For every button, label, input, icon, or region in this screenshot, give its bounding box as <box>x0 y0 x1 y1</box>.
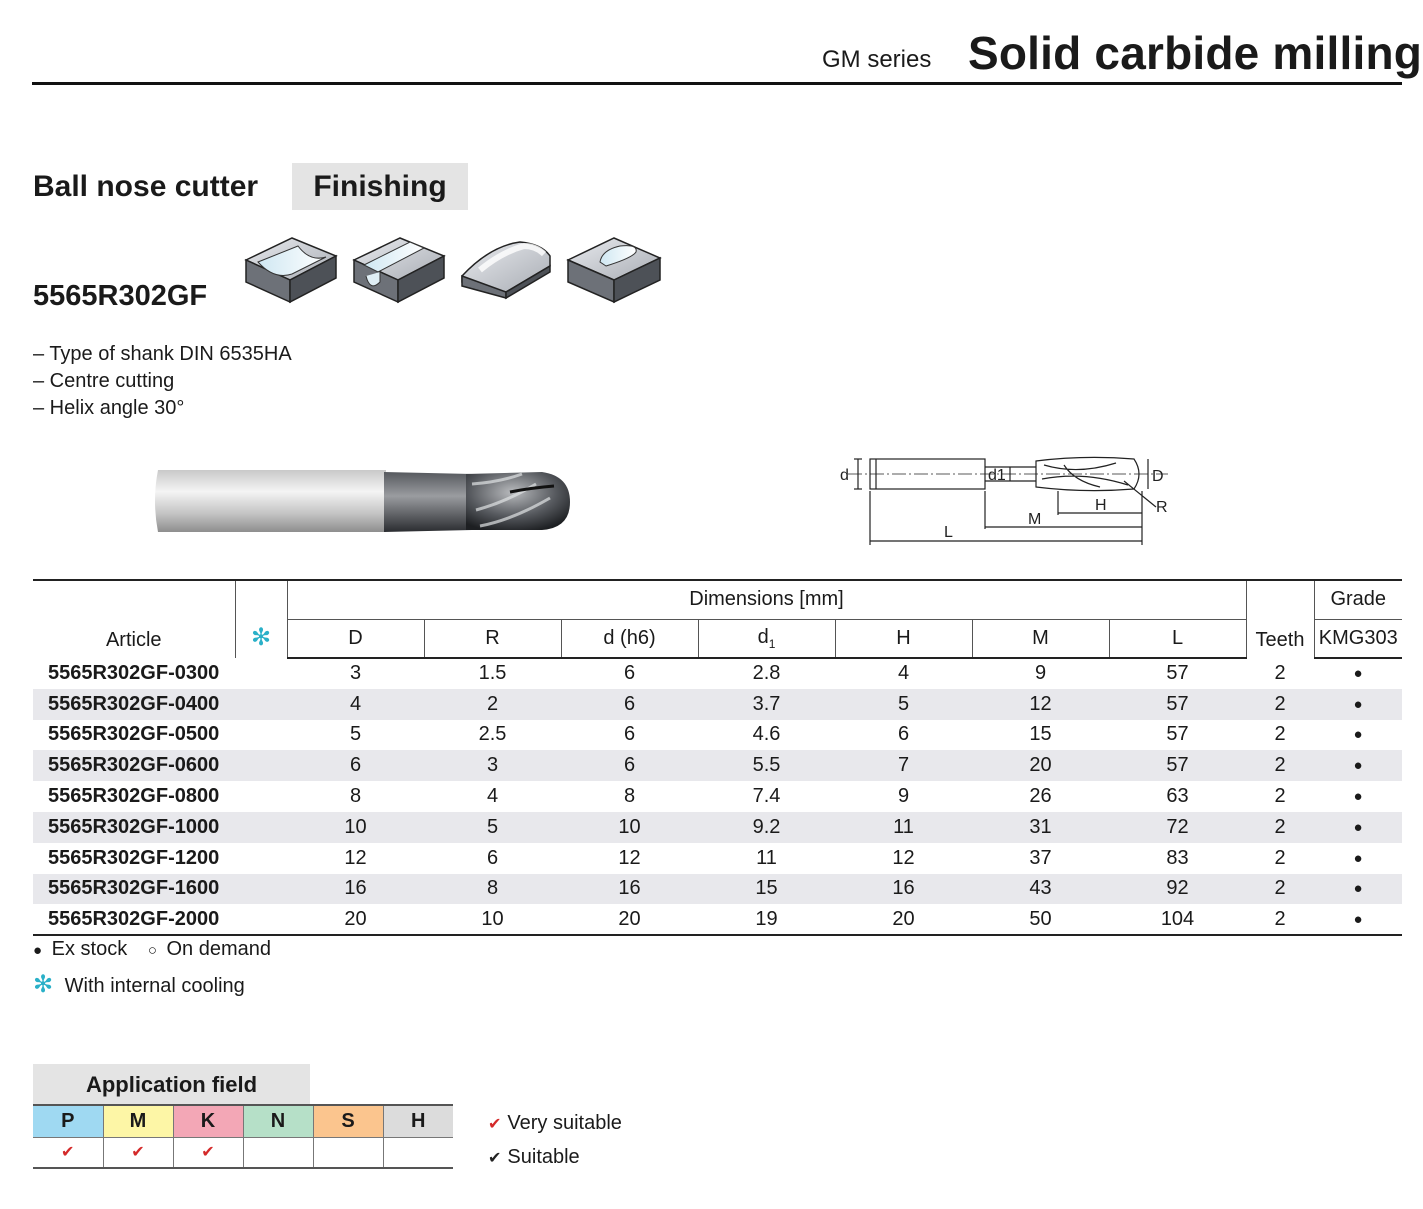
material-n: N <box>243 1105 313 1137</box>
dim-cell-H: 9 <box>897 785 910 808</box>
dim-cell-D: 8 <box>349 785 362 808</box>
cooling-cell <box>235 812 287 843</box>
dim-cell-d1: 9.2 <box>698 812 835 843</box>
dim-cell-L: 92 <box>1109 874 1246 905</box>
feature-list <box>33 341 292 422</box>
ex-stock-dot-icon: ● <box>33 942 43 959</box>
feature-item: – Type of shank DIN 6535HA <box>33 343 292 365</box>
material-p: P <box>33 1105 103 1137</box>
col-D: D <box>287 619 424 658</box>
dim-cell-M: 12 <box>972 689 1109 720</box>
dim-cell-D: 5 <box>349 723 362 746</box>
dim-cell-R: 8 <box>424 874 561 905</box>
product-code: 5565R302GF <box>33 280 208 312</box>
col-grade-kmg303: KMG303 <box>1314 619 1402 658</box>
dim-cell-L: 63 <box>1166 785 1189 808</box>
teeth-cell: 2 <box>1274 846 1286 869</box>
dim-cell-d1: 4.6 <box>752 723 781 746</box>
dim-cell-L: 83 <box>1166 846 1189 869</box>
dim-cell-D: 20 <box>287 904 424 935</box>
dim-cell-R: 3 <box>424 750 561 781</box>
teeth-cell: 2 <box>1246 904 1314 935</box>
dim-cell-M: 9 <box>1034 662 1047 685</box>
suitability-legend <box>488 1107 622 1175</box>
teeth-cell: 2 <box>1274 661 1286 684</box>
rating-m: ✔ <box>103 1137 173 1168</box>
teeth-cell: 2 <box>1246 874 1314 905</box>
dim-cell-d1: 5.5 <box>698 750 835 781</box>
dim-cell-H: 12 <box>892 846 915 869</box>
dim-label-d1: d1 <box>988 467 1006 484</box>
dim-cell-d1: 19 <box>698 904 835 935</box>
header-divider <box>32 82 1402 85</box>
dim-cell-d: 8 <box>623 785 636 808</box>
dim-cell-d: 20 <box>561 904 698 935</box>
dim-cell-d1: 3.7 <box>698 689 835 720</box>
dim-cell-M: 26 <box>1029 785 1052 808</box>
rating-h <box>383 1137 453 1168</box>
article-cell: 5565R302GF-0600 <box>33 750 235 781</box>
very-suitable-legend <box>488 1107 622 1141</box>
tool-photo <box>150 462 580 542</box>
col-d1: $d_1$ <box>698 619 835 658</box>
grade-cell: ● <box>1353 665 1363 683</box>
dim-cell-D: 6 <box>287 750 424 781</box>
dim-cell-M: 20 <box>972 750 1109 781</box>
ex-stock-label: Ex stock <box>51 938 128 960</box>
rating-n <box>243 1137 313 1168</box>
rating-k: ✔ <box>173 1137 243 1168</box>
grade-cell: ● <box>1353 849 1363 867</box>
product-type: Ball nose cutter <box>33 170 259 203</box>
table-row <box>33 658 1402 689</box>
dim-cell-D: 16 <box>287 874 424 905</box>
dim-cell-R: 10 <box>424 904 561 935</box>
cooling-cell <box>235 750 287 781</box>
material-k: K <box>173 1105 243 1137</box>
dim-cell-d: 6 <box>623 723 636 746</box>
grade-cell: ● <box>1314 689 1402 720</box>
teeth-cell: 2 <box>1274 723 1286 746</box>
article-cell: 5565R302GF-1200 <box>48 846 220 869</box>
dim-cell-H: 20 <box>835 904 972 935</box>
dim-cell-H: 11 <box>835 812 972 843</box>
cooling-header <box>235 580 287 658</box>
suitable-legend <box>488 1141 622 1175</box>
material-s: S <box>313 1105 383 1137</box>
stock-legend <box>33 938 275 961</box>
feature-item: – Centre cutting <box>33 370 175 392</box>
grade-cell: ● <box>1314 874 1402 905</box>
col-L: L <box>1109 619 1246 658</box>
grade-header: Grade <box>1314 580 1402 619</box>
dim-label-H: H <box>1095 497 1107 514</box>
series-label: GM series <box>822 46 932 73</box>
on-demand-label: On demand <box>166 938 272 960</box>
tool-dimension-drawing <box>838 445 1178 555</box>
dim-cell-M: 50 <box>972 904 1109 935</box>
grade-cell: ● <box>1353 788 1363 806</box>
u-slot-icon <box>354 238 444 302</box>
table-row <box>33 720 1402 751</box>
dim-label-M: M <box>1028 511 1042 528</box>
col-d-h6: d (h6) <box>561 619 698 658</box>
table-row <box>33 904 1402 935</box>
dim-cell-d1: 7.4 <box>752 785 781 808</box>
teeth-header: Teeth <box>1246 580 1314 658</box>
application-field-table <box>33 1104 453 1169</box>
dim-cell-H: 7 <box>835 750 972 781</box>
article-cell: 5565R302GF-0300 <box>48 661 220 684</box>
table-row <box>33 689 1402 720</box>
grade-cell: ● <box>1314 750 1402 781</box>
snowflake-icon: ✻ <box>33 971 54 998</box>
dim-cell-d: 6 <box>561 689 698 720</box>
col-R: R <box>424 619 561 658</box>
dim-cell-R: 2 <box>424 689 561 720</box>
teeth-cell: 2 <box>1246 689 1314 720</box>
dim-cell-D: 4 <box>287 689 424 720</box>
dim-cell-M: 31 <box>972 812 1109 843</box>
cooling-cell <box>235 689 287 720</box>
dim-cell-H: 6 <box>897 723 910 746</box>
feature-item: – Helix angle 30° <box>33 397 185 419</box>
table-row <box>33 812 1402 843</box>
article-cell: 5565R302GF-0800 <box>48 785 220 808</box>
pocket-icon <box>568 238 660 302</box>
dim-cell-d: 6 <box>623 662 636 685</box>
on-demand-circle-icon: ○ <box>147 942 157 959</box>
red-check-icon: ✔ <box>488 1116 502 1133</box>
article-cell: 5565R302GF-1600 <box>33 874 235 905</box>
dim-cell-d: 10 <box>561 812 698 843</box>
table-row <box>33 843 1402 874</box>
black-check-icon: ✔ <box>488 1150 502 1167</box>
application-field-title: Application field <box>33 1064 310 1104</box>
table-row <box>33 781 1402 812</box>
page-title: Solid carbide milling <box>968 27 1423 79</box>
very-suitable-label: Very suitable <box>507 1112 622 1134</box>
dim-cell-R: 6 <box>486 846 499 869</box>
dim-cell-M: 15 <box>1029 723 1052 746</box>
grade-cell: ● <box>1314 812 1402 843</box>
article-cell: 5565R302GF-1000 <box>33 812 235 843</box>
grade-cell: ● <box>1314 904 1402 935</box>
dim-cell-M: 43 <box>972 874 1109 905</box>
cooling-cell <box>235 843 287 874</box>
article-cell: 5565R302GF-0500 <box>48 723 220 746</box>
dim-cell-L: 57 <box>1166 662 1189 685</box>
cooling-cell <box>235 720 287 751</box>
dim-label-R: R <box>1156 499 1168 516</box>
cooling-cell <box>235 658 287 689</box>
rating-s <box>313 1137 383 1168</box>
snowflake-icon: ✻ <box>250 624 272 651</box>
dimensions-header: Dimensions [mm] <box>287 580 1246 619</box>
teeth-cell: 2 <box>1246 812 1314 843</box>
dim-cell-d: 12 <box>618 846 641 869</box>
suitable-label: Suitable <box>507 1146 580 1168</box>
dim-cell-L: 57 <box>1166 723 1189 746</box>
dim-cell-R: 4 <box>486 785 499 808</box>
dim-cell-D: 10 <box>287 812 424 843</box>
cooling-cell <box>235 781 287 812</box>
article-header: Article <box>33 580 235 658</box>
dim-cell-d: 16 <box>561 874 698 905</box>
article-cell: 5565R302GF-2000 <box>33 904 235 935</box>
dim-cell-D: 3 <box>349 662 362 685</box>
dim-cell-L: 57 <box>1109 750 1246 781</box>
material-h: H <box>383 1105 453 1137</box>
cooling-legend <box>33 970 245 999</box>
dim-cell-R: 1.5 <box>478 662 507 685</box>
finishing-badge: Finishing <box>292 163 468 210</box>
convex-surface-icon <box>462 242 550 298</box>
dim-label-d: d <box>840 467 849 484</box>
dim-cell-D: 12 <box>344 846 367 869</box>
specification-table <box>33 579 1402 936</box>
dim-cell-L: 72 <box>1109 812 1246 843</box>
rating-p: ✔ <box>33 1137 103 1168</box>
dim-cell-R: 5 <box>424 812 561 843</box>
col-H: H <box>835 619 972 658</box>
article-cell: 5565R302GF-0400 <box>33 689 235 720</box>
dim-label-D: D <box>1152 468 1164 485</box>
dim-cell-H: 5 <box>835 689 972 720</box>
material-m: M <box>103 1105 173 1137</box>
dim-cell-H: 16 <box>835 874 972 905</box>
cooling-label: With internal cooling <box>64 975 245 997</box>
concave-slot-icon <box>246 238 336 302</box>
dim-cell-d1: 11 <box>756 846 777 869</box>
dim-cell-L: 57 <box>1109 689 1246 720</box>
dim-cell-L: 104 <box>1109 904 1246 935</box>
dim-cell-R: 2.5 <box>478 723 507 746</box>
dim-cell-H: 4 <box>897 662 910 685</box>
dim-cell-d: 6 <box>561 750 698 781</box>
teeth-cell: 2 <box>1246 750 1314 781</box>
machining-icons <box>244 232 664 308</box>
teeth-cell: 2 <box>1274 785 1286 808</box>
table-row <box>33 750 1402 781</box>
cooling-cell <box>235 904 287 935</box>
dim-cell-d1: 2.8 <box>752 662 781 685</box>
dim-cell-d1: 15 <box>698 874 835 905</box>
dim-cell-M: 37 <box>1029 846 1052 869</box>
grade-cell: ● <box>1353 726 1363 744</box>
dim-label-L: L <box>944 524 953 541</box>
table-row <box>33 874 1402 905</box>
cooling-cell <box>235 874 287 905</box>
col-M: M <box>972 619 1109 658</box>
